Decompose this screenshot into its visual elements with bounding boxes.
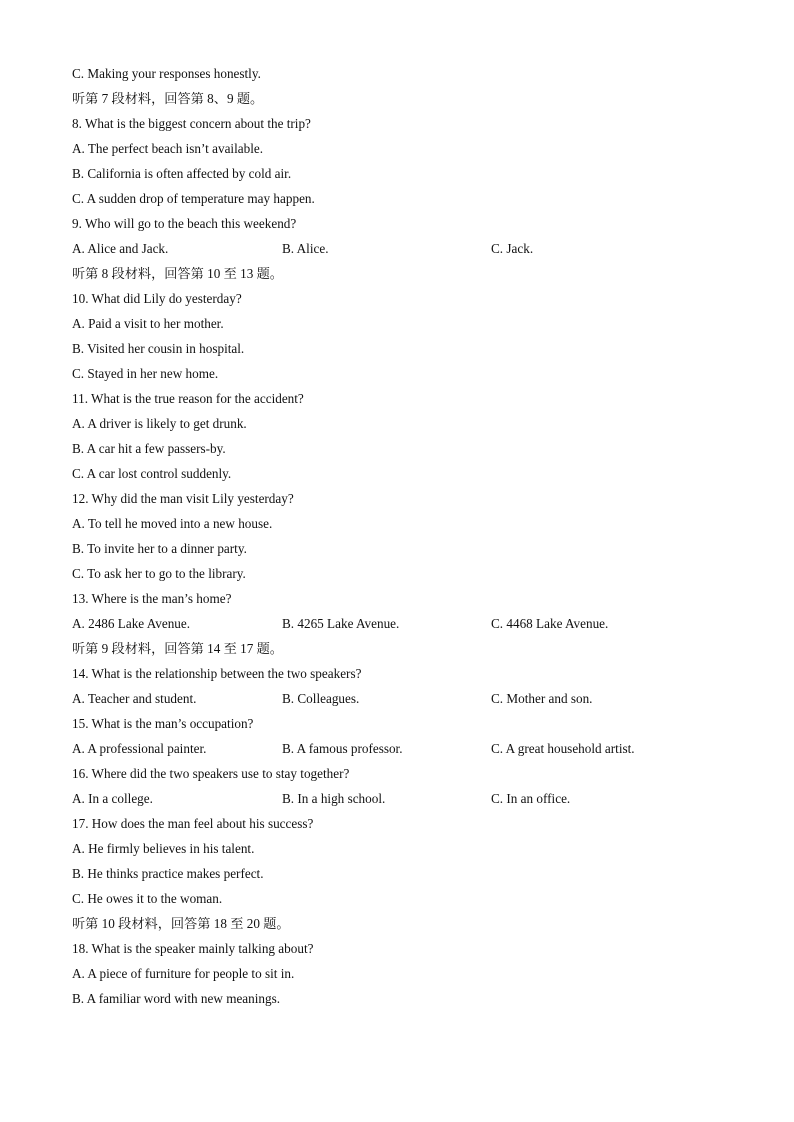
text-line: 17. How does the man feel about his success? <box>72 816 314 831</box>
options-row <box>72 239 732 264</box>
option-b: B. Colleagues. <box>282 691 360 706</box>
text-line: A. The perfect beach isn’t available. <box>72 141 264 156</box>
option-b: B. Alice. <box>282 241 329 256</box>
text-line: 12. Why did the man visit Lily yesterday? <box>72 491 294 506</box>
text-line: A. Paid a visit to her mother. <box>72 316 224 331</box>
text-line: 18. What is the speaker mainly talking about? <box>72 941 314 956</box>
text-line: B. California is often affected by cold air. <box>72 166 292 181</box>
option-a: A. 2486 Lake Avenue. <box>72 616 191 631</box>
option-c: C. A great household artist. <box>491 741 635 756</box>
options-row <box>72 789 732 814</box>
options-row <box>72 689 732 714</box>
text-line: 16. Where did the two speakers use to stay together? <box>72 766 350 781</box>
text-line: A. A driver is likely to get drunk. <box>72 416 247 431</box>
text-line: A. A piece of furniture for people to sit in. <box>72 966 295 981</box>
text-line: B. To invite her to a dinner party. <box>72 541 247 556</box>
text-line: 听第 9 段材料，回答第 14 至 17 题。 <box>72 641 283 656</box>
option-a: A. A professional painter. <box>72 741 207 756</box>
option-c: C. In an office. <box>491 791 571 806</box>
text-line: A. He firmly believes in his talent. <box>72 841 255 856</box>
option-b: B. In a high school. <box>282 791 386 806</box>
text-line: C. A sudden drop of temperature may happen. <box>72 191 315 206</box>
options-row <box>72 614 732 639</box>
text-line: 听第 7 段材料，回答第 8、9 题。 <box>72 91 264 106</box>
text-line: C. He owes it to the woman. <box>72 891 223 906</box>
text-line: 14. What is the relationship between the two speakers? <box>72 666 362 681</box>
text-line: 听第 8 段材料，回答第 10 至 13 题。 <box>72 266 283 281</box>
text-line: B. He thinks practice makes perfect. <box>72 866 264 881</box>
option-b: B. A famous professor. <box>282 741 403 756</box>
text-line: 9. Who will go to the beach this weekend? <box>72 216 297 231</box>
option-c: C. Jack. <box>491 241 534 256</box>
text-line: C. Stayed in her new home. <box>72 366 219 381</box>
text-line: 11. What is the true reason for the accident? <box>72 391 304 406</box>
option-a: A. Alice and Jack. <box>72 241 169 256</box>
text-line: 听第 10 段材料，回答第 18 至 20 题。 <box>72 916 290 931</box>
text-line: 15. What is the man’s occupation? <box>72 716 254 731</box>
option-c: C. Mother and son. <box>491 691 593 706</box>
option-c: C. 4468 Lake Avenue. <box>491 616 609 631</box>
text-line: 8. What is the biggest concern about the trip? <box>72 116 311 131</box>
text-line: B. A familiar word with new meanings. <box>72 991 281 1006</box>
text-line: 13. Where is the man’s home? <box>72 591 232 606</box>
option-a: A. Teacher and student. <box>72 691 197 706</box>
document-content <box>72 64 732 1014</box>
options-row <box>72 739 732 764</box>
option-a: A. In a college. <box>72 791 153 806</box>
text-line: B. Visited her cousin in hospital. <box>72 341 245 356</box>
text-line: C. Making your responses honestly. <box>72 66 261 81</box>
option-b: B. 4265 Lake Avenue. <box>282 616 400 631</box>
text-line: C. To ask her to go to the library. <box>72 566 246 581</box>
text-line: B. A car hit a few passers-by. <box>72 441 226 456</box>
text-line: C. A car lost control suddenly. <box>72 466 232 481</box>
text-line: 10. What did Lily do yesterday? <box>72 291 242 306</box>
text-line: A. To tell he moved into a new house. <box>72 516 273 531</box>
